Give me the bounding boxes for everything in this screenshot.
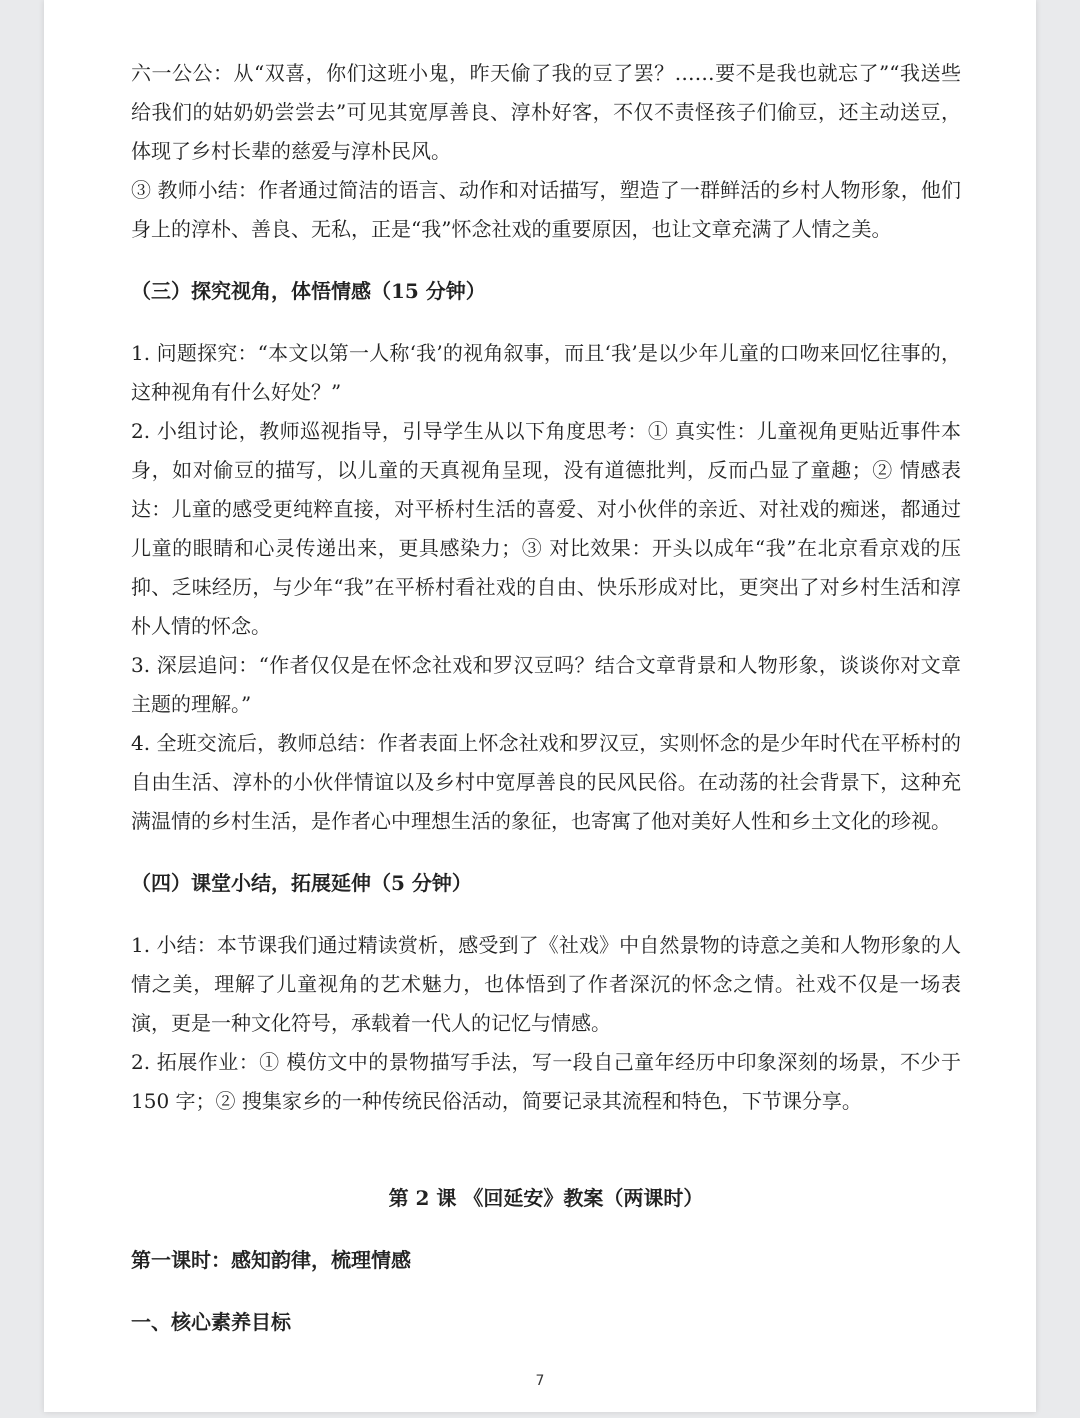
paragraph-question-explore: 1. 问题探究：“本文以第一人称‘我’的视角叙事，而且‘我’是以少年儿童的口吻来回忆往事的，这种视角有什么好处？”	[131, 341, 961, 404]
lesson-title: 第 2 课 《回延安》教案（两课时）	[388, 1186, 704, 1210]
paragraph-lesson-summary: 1. 小结：本节课我们通过精读赏析，感受到了《社戏》中自然景物的诗意之美和人物形象的人情之美，理解了儿童视角的艺术魅力，也体悟到了作者深沉的怀念之情。社戏不仅是一场表演，更是一种文化符号，承载着一代人的记忆与情感。	[131, 933, 961, 1035]
paragraph-group-discussion: 2. 小组讨论，教师巡视指导，引导学生从以下角度思考：① 真实性：儿童视角更贴近事件本身，如对偷豆的描写，以儿童的天真视角呈现，没有道德批判，反而凸显了童趣；② 情感表达：儿童的感受更纯粹直接，对平桥村生活的喜爱、对小伙伴的亲近、对社戏的痴迷，都通过儿童的眼睛和心灵传递出来，更具感染力；③ 对比效果：开头以成年“我”在北京看京戏的压抑、乏味经历，与少年“我”在平桥村看社戏的自由、快乐形成对比，更突出了对乡村生活和淳朴人情的怀念。	[131, 419, 961, 638]
paragraph-liuyi-gonggong: 六一公公：从“双喜，你们这班小鬼，昨天偷了我的豆了罢？……要不是我也就忘了”“我送些给我们的姑奶奶尝尝去”可见其宽厚善良、淳朴好客，不仅不责怪孩子们偷豆，还主动送豆，体现了乡村长辈的慈爱与淳朴民风。	[131, 61, 961, 163]
paragraph-homework: 2. 拓展作业：① 模仿文中的景物描写手法，写一段自己童年经历中印象深刻的场景，不少于 150 字；② 搜集家乡的一种传统民俗活动，简要记录其流程和特色，下节课分享。	[131, 1050, 961, 1113]
page-number: 7	[535, 1373, 545, 1389]
session-title: 第一课时：感知韵律，梳理情感	[131, 1248, 411, 1272]
heading-section-4: （四）课堂小结，拓展延伸（5 分钟）	[131, 871, 472, 895]
document-page	[44, 0, 1036, 1412]
section-title-core-goals: 一、核心素养目标	[131, 1310, 291, 1334]
heading-section-3: （三）探究视角，体悟情感（15 分钟）	[131, 279, 486, 303]
page-content	[131, 54, 961, 1342]
paragraph-deep-question: 3. 深层追问：“作者仅仅是在怀念社戏和罗汉豆吗？结合文章背景和人物形象，谈谈你对文章主题的理解。”	[131, 653, 961, 716]
paragraph-class-summary: 4. 全班交流后，教师总结：作者表面上怀念社戏和罗汉豆，实则怀念的是少年时代在平桥村的自由生活、淳朴的小伙伴情谊以及乡村中宽厚善良的民风民俗。在动荡的社会背景下，这种充满温情的乡村生活，是作者心中理想生活的象征，也寄寓了他对美好人性和乡土文化的珍视。	[131, 731, 961, 833]
paragraph-teacher-summary: ③ 教师小结：作者通过简洁的语言、动作和对话描写，塑造了一群鲜活的乡村人物形象，他们身上的淳朴、善良、无私，正是“我”怀念社戏的重要原因，也让文章充满了人情之美。	[131, 178, 961, 241]
